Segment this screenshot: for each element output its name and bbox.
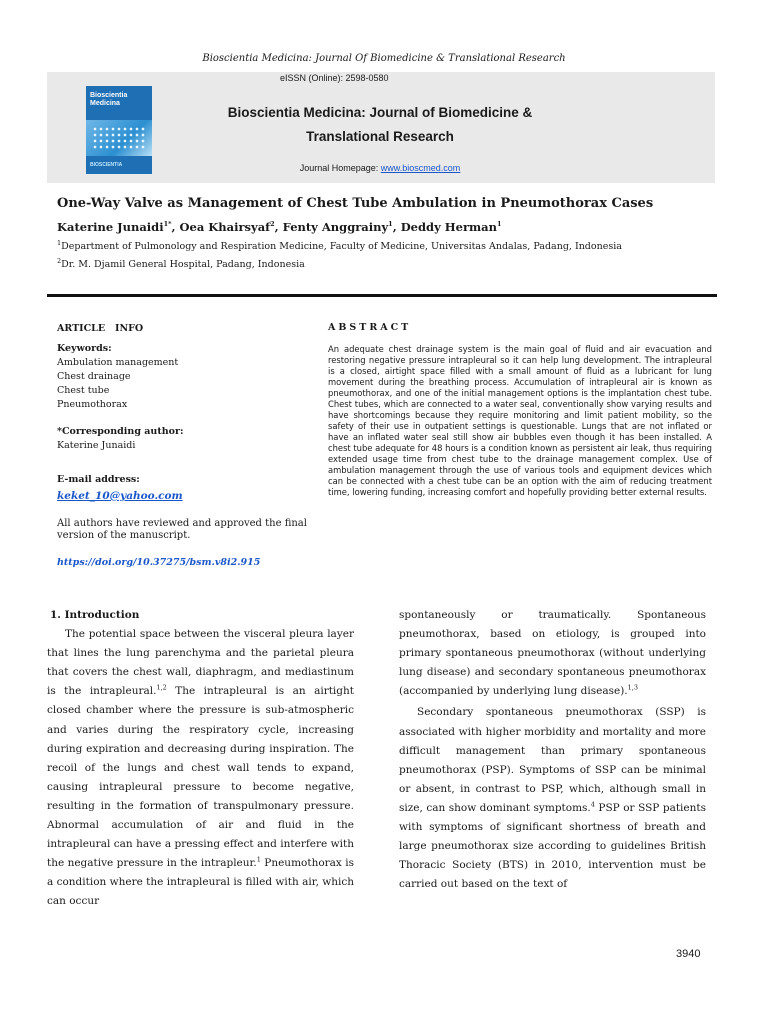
page-number: 3940: [676, 948, 701, 960]
journal-title: Bioscientia Medicina: Journal of Biomedicine & Translational Research: [227, 105, 533, 144]
keyword: Chest tube: [57, 385, 110, 396]
abstract-text: An adequate chest drainage system is the main goal of fluid and air evacuation and restoring negative pressure intrapleural so it can help lung development. The intrapleural is a closed, airtight space filled with a small amount of fluid as a lubricant for lung movement during the breathing process. Accumulation of intrapleural air is known as pneumothorax, and one of the initial management options is the implantation chest tube. Chest tubes, which are connected to a water seal, conventionally show varying results and have shortcomings because they require monitoring and limit patient mobility, so the safety of their use in outpatient settings is questionable. Lungs that are not inflated or have an inflated water seal still show air bubbles even though it has been installed. A chest tube adequate for 48 hours is a condition known as persistent air leak, thus requiring extended usage time from chest tube to the drainage management complex. Use of ambulation management through the use of various tools and equipment devices which can be connected with a chest tube can be an option with the aim of reducing treatment time, lowering funding, increasing comfort and hopefully providing better external results.: [328, 344, 712, 497]
header-divider: [47, 294, 717, 297]
paragraph: The potential space between the visceral pleura layer that lines the lung parenchyma and the parietal pleura that covers the chest wall, diaphragm, and mediastinum is the intrapleural.$^{1,2}$ The intrapleural is an airtight closed chamber where the pressure is sub-atmospheric and varies during the respiratory cycle, increasing during expiration and decreasing during inspiration. The recoil of the lungs and chest wall tends to expand, causing intrapleural pressure to become negative, resulting in the formation of transpulmonary pressure. Abnormal accumulation of air and fluid in the intrapleural can have a pressing effect and interfere with the negative pressure in the intrapleur.$^1$ Pneumothorax is a condition where the intrapleural is filled with air, which can occur: [47, 628, 355, 908]
paragraph: spontaneously or traumatically. Spontaneous pneumothorax, based on etiology, is grouped into primary spontaneous pneumothorax (without underlying lung disease) and secondary spontaneous pneumothorax (accompanied by underlying lung disease).$^{1,3}$: [399, 609, 706, 698]
author-name: Katerine Junaidi: [57, 220, 164, 234]
author-name: Deddy Herman: [400, 220, 497, 234]
article-info-heading: ARTICLE INFO: [57, 323, 144, 334]
journal-homepage: Journal Homepage: www.bioscmed.com: [299, 163, 461, 173]
abstract-heading: ABSTRACT: [328, 322, 412, 333]
journal-cover-image: [86, 86, 152, 174]
issn: eISSN (Online): 2598-0580: [280, 73, 389, 83]
doi-link[interactable]: https://doi.org/10.37275/bsm.v8i2.915: [57, 557, 261, 568]
affiliation-2: $^2$Dr. M. Djamil General Hospital, Padang, Indonesia: [57, 256, 305, 270]
author-name: Oea Khairsyaf: [179, 220, 271, 234]
running-journal-title: Bioscientia Medicina: Journal Of Biomedicine & Translational Research: [202, 53, 566, 64]
section-heading: 1. Introduction: [50, 609, 140, 621]
corresponding-author-name: Katerine Junaidi: [57, 440, 136, 451]
author-list: Katerine Junaidi$^{1*}$, Oea Khairsyaf$^2$, Fenty Anggrainy$^1$, Deddy Herman$^1$: [57, 220, 502, 234]
keyword: Chest drainage: [57, 371, 131, 382]
paper-title: One-Way Valve as Management of Chest Tube Ambulation in Pneumothorax Cases: [57, 196, 654, 211]
cover-title: Bioscientia Medicina: [90, 92, 128, 107]
homepage-link[interactable]: www.bioscmed.com: [380, 163, 461, 173]
keywords-label: Keywords:: [57, 343, 112, 354]
email-link[interactable]: keket_10@yahoo.com: [57, 490, 183, 502]
corresponding-author-label: *Corresponding author:: [57, 426, 184, 437]
author-name: Fenty Anggrainy: [282, 220, 389, 234]
approval-note: All authors have reviewed and approved the final version of the manuscript.: [57, 518, 307, 541]
affiliation-1: $^1$Department of Pulmonology and Respiration Medicine, Faculty of Medicine, Universitas Andalas, Padang, Indonesia: [57, 238, 622, 252]
keyword: Ambulation management: [57, 357, 179, 368]
body-column-left: [47, 606, 354, 912]
paragraph: Secondary spontaneous pneumothorax (SSP) is associated with higher morbidity and mortality and more difficult management than primary spontaneous pneumothorax (PSP). Symptoms of SSP can be minimal or absent, in contrast to PSP, which, although small in size, can show dominant symptoms.$^4$ PSP or SSP patients with symptoms of significant shortness of breath and large pneumothorax size according to guidelines British Thoracic Society (BTS) in 2010, intervention must be carried out based on the text of: [399, 706, 706, 891]
keyword: Pneumothorax: [57, 399, 128, 410]
body-column-right: [399, 606, 706, 894]
cover-logo: BIOSCIENTIA: [90, 162, 123, 168]
email-label: E-mail address:: [57, 474, 140, 485]
article-info: [57, 322, 307, 570]
